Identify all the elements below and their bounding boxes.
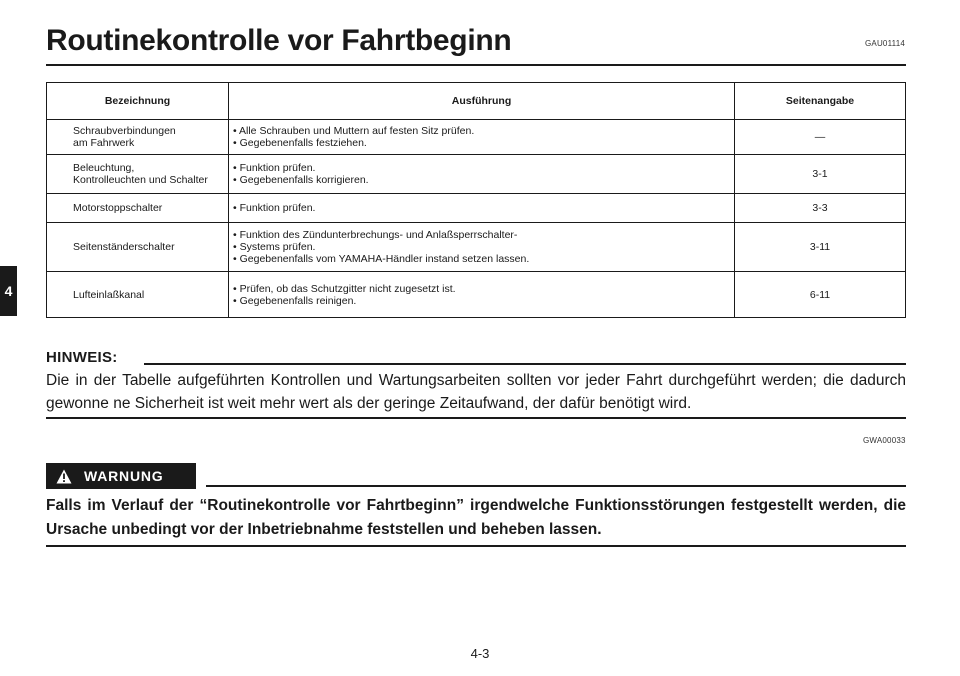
row-action-cell	[229, 272, 735, 318]
row-item-text: Beleuchtung,	[73, 162, 135, 174]
row-item-cell	[47, 272, 229, 318]
inspection-table	[46, 82, 906, 318]
warning-heading-rule	[206, 485, 906, 487]
chapter-tab: 4	[0, 266, 17, 316]
row-action-text: • Funktion prüfen.	[233, 202, 316, 214]
row-action-text: • Funktion prüfen.	[233, 162, 316, 174]
row-page-cell: —	[735, 120, 906, 155]
row-action-text: • Alle Schrauben und Muttern auf festen Sitz prüfen.	[233, 125, 475, 137]
row-action-text: • Systems prüfen.	[233, 241, 316, 253]
warning-label: WARNUNG	[84, 468, 164, 484]
row-item-text: Seitenständerschalter	[73, 241, 175, 253]
warning-badge	[46, 463, 196, 489]
row-action-text: • Gegebenenfalls korrigieren.	[233, 174, 369, 186]
header-action: Ausführung	[229, 83, 735, 120]
header-item: Bezeichnung	[47, 83, 229, 120]
header-page: Seitenangabe	[735, 83, 906, 120]
row-item-text: am Fahrwerk	[73, 137, 135, 149]
warning-code: GWA00033	[863, 436, 906, 445]
title-divider	[46, 64, 906, 66]
row-action-cell	[229, 120, 735, 155]
row-action-cell	[229, 223, 735, 272]
row-item-text: Kontrolleuchten und Schalter	[73, 174, 208, 186]
table-row	[47, 194, 906, 223]
table-row	[47, 120, 906, 155]
note-text: Die in der Tabelle aufgeführten Kontrollen und Wartungsarbeiten sollten vor jeder Fahrt durchgeführt werden; die dadurch gewonne ne Sicherheit ist weit mehr wert als der geringe Zeitaufwand, der dafür benötigt wird.	[46, 372, 906, 412]
row-page-cell: 6-11	[735, 272, 906, 318]
warning-end-rule	[46, 545, 906, 547]
document-code: GAU01114	[865, 39, 905, 48]
note-end-rule	[46, 417, 906, 419]
row-item-text: Lufteinlaßkanal	[73, 288, 145, 301]
row-action-text: • Gegebenenfalls vom YAMAHA-Händler instand setzen lassen.	[233, 253, 530, 265]
row-item-cell	[47, 223, 229, 272]
row-action-text: • Prüfen, ob das Schutzgitter nicht zugesetzt ist.	[233, 282, 456, 295]
row-action-cell	[229, 194, 735, 223]
row-action-text: • Gegebenenfalls reinigen.	[233, 294, 357, 307]
note-heading-rule	[144, 363, 906, 365]
row-page-cell: 3-11	[735, 223, 906, 272]
row-item-cell	[47, 194, 229, 223]
warning-triangle-icon	[56, 469, 72, 484]
table-row	[47, 223, 906, 272]
page-title: Routinekontrolle vor Fahrtbeginn	[46, 24, 512, 57]
row-action-cell	[229, 155, 735, 194]
note-heading: HINWEIS:	[46, 349, 118, 366]
row-item-cell	[47, 120, 229, 155]
row-page-cell: 3-1	[735, 155, 906, 194]
table-row	[47, 155, 906, 194]
row-action-text: • Funktion des Zündunterbrechungs- und Anlaßsperrschalter-	[233, 229, 518, 241]
table-header-row	[47, 83, 906, 120]
row-page-cell: 3-3	[735, 194, 906, 223]
row-item-cell	[47, 155, 229, 194]
row-item-text: Motorstoppschalter	[73, 202, 163, 214]
table-row	[47, 272, 906, 318]
warning-text: Falls im Verlauf der “Routinekontrolle vor Fahrtbeginn” irgendwelche Funktionsstörungen festgestellt werden, die Ursache unbedingt vor der Inbetriebnahme feststellen und beheben lassen.	[46, 497, 906, 538]
row-action-text: • Gegebenenfalls festziehen.	[233, 137, 367, 149]
page-number: 4-3	[470, 646, 490, 661]
row-item-text: Schraubverbindungen	[73, 125, 176, 137]
